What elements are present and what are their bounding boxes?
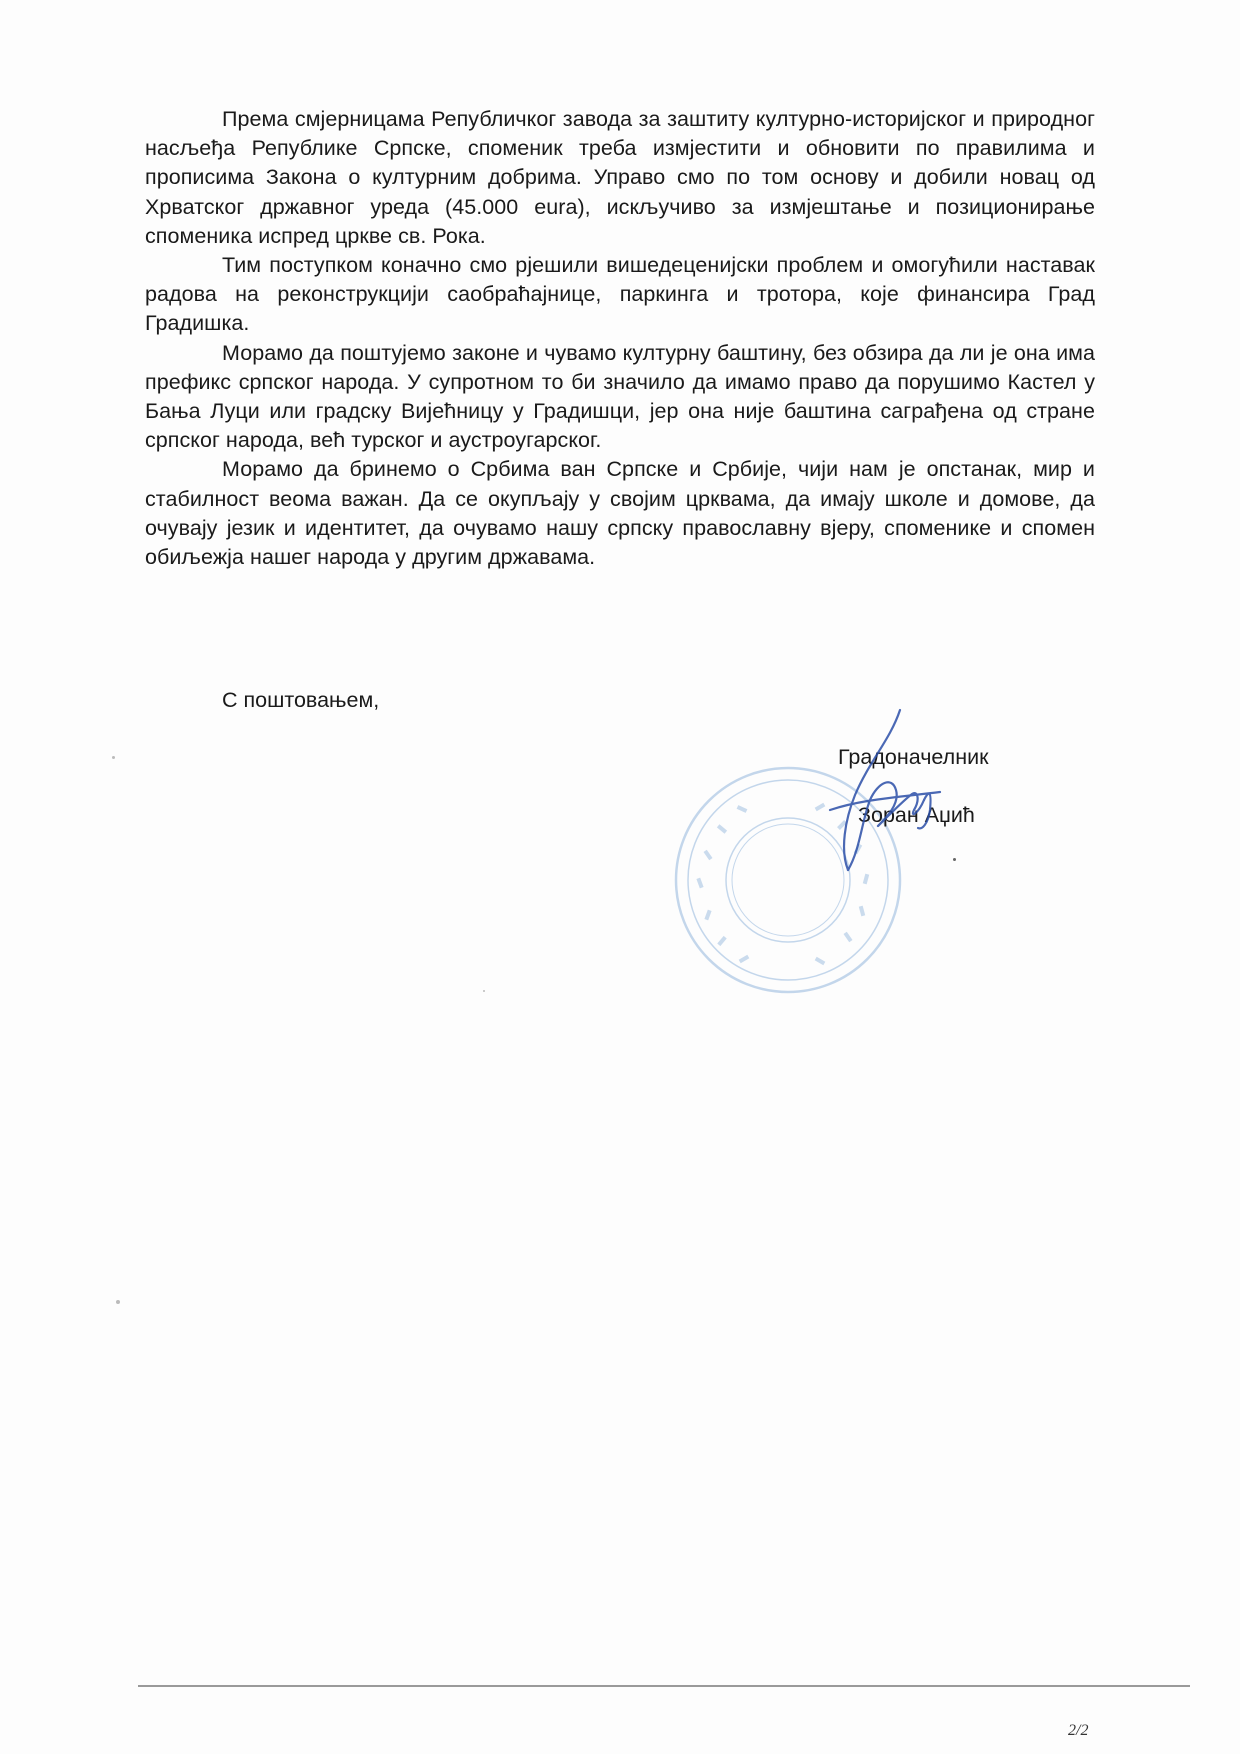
paragraph-2: Тим поступком коначно смо рјешили вишедеценијски проблем и омогућили наставак радова на реконструкцији саобраћајнице, паркинга и тротора, које финансира Град Градишка. bbox=[145, 253, 1095, 336]
scan-speck bbox=[953, 858, 956, 861]
paragraph-1: Према смјерницама Републичког завода за заштиту културно-историјског и природног насљеђа Републике Српске, споменик треба измјестити и обновити по правилима и прописима Закона о културним добрима. Управо смо по том основу и добили новац од Хрватског државног уреда (45.000 eura), искључиво за измјештање и позиционирање споменика испред цркве св. Рока. bbox=[145, 107, 1095, 248]
signatory-title: Градоначелник bbox=[838, 745, 989, 769]
paragraph-4: Морамо да бринемо о Србима ван Српске и Србије, чији нам је опстанак, мир и стабилност веома важан. Да се окупљају у својим црквама, да имају школе и домове, да очувају језик и идентитет, да очувамо нашу српску православну вјеру, споменике и спомен обиљежја нашег народа у другим државама. bbox=[145, 457, 1095, 570]
page-number: 2/2 bbox=[1068, 1722, 1089, 1739]
footer-divider bbox=[138, 1685, 1190, 1687]
scan-speck bbox=[116, 1300, 120, 1304]
closing-salutation: С поштовањем, bbox=[222, 688, 380, 712]
signatory-name: Зоран Аџић bbox=[858, 803, 975, 827]
scan-speck bbox=[112, 756, 115, 759]
paragraph-3: Морамо да поштујемо законе и чувамо културну баштину, без обзира да ли је она има префикс српског народа. У супротном то би значило да имамо право да порушимо Кастел у Бања Луци или градску Вијећницу у Градишци, јер она није баштина саграђена од стране српског народа, већ турског и аустроугарског. bbox=[145, 340, 1095, 453]
handwritten-signature-icon bbox=[800, 700, 960, 900]
letter-body bbox=[145, 105, 1095, 572]
scan-speck bbox=[483, 990, 485, 992]
